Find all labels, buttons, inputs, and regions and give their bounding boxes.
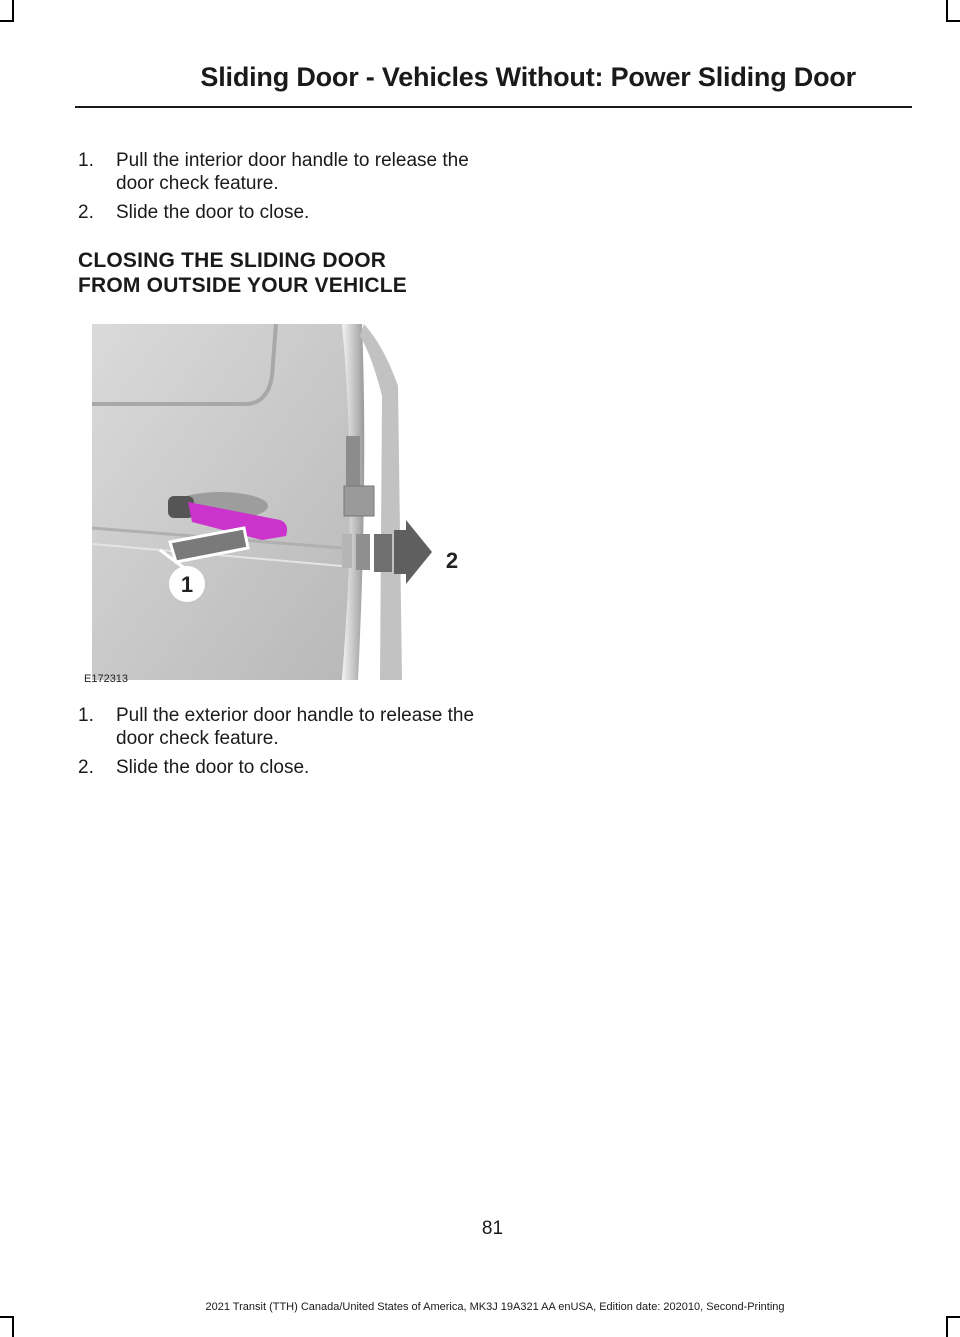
step-number: 2. [78, 757, 94, 778]
crop-mark-top-left-h [0, 20, 14, 22]
step-text: Slide the door to close. [116, 757, 310, 778]
crop-mark-bottom-left-h [0, 1316, 14, 1318]
step-number: 1. [78, 150, 94, 171]
crop-mark-bottom-left-v [12, 1317, 14, 1337]
page-number: 81 [481, 1218, 504, 1239]
steps-inside-list [78, 149, 478, 230]
crop-mark-bottom-right-v [946, 1317, 948, 1337]
section-heading [78, 248, 498, 298]
section-heading-line-2: FROM OUTSIDE YOUR VEHICLE [78, 274, 407, 297]
step-text: Pull the interior door handle to release the door check feature. [116, 150, 469, 194]
callout-1-label: 1 [180, 572, 194, 597]
crop-mark-top-left-v [12, 0, 14, 20]
list-item [78, 756, 478, 779]
title-divider [75, 106, 912, 108]
list-item [78, 201, 478, 224]
list-item [78, 149, 478, 195]
section-heading-line-1: CLOSING THE SLIDING DOOR [78, 249, 387, 272]
crop-mark-top-right-h [946, 20, 960, 22]
steps-outside-list [78, 704, 478, 785]
step-number: 2. [78, 202, 94, 223]
footer-edition-info: 2021 Transit (TTH) Canada/United States of America, MK3J 19A321 AA enUSA, Edition date: 202010, Second-Printing [205, 1301, 785, 1313]
crop-mark-bottom-right-h [946, 1316, 960, 1318]
crop-mark-top-right-v [946, 0, 948, 20]
figure-code: E172313 [84, 673, 129, 685]
step-text: Slide the door to close. [116, 202, 310, 223]
callout-2-label: 2 [445, 548, 459, 573]
latch-striker [344, 486, 374, 516]
door-illustration-svg [80, 316, 480, 690]
page-title: Sliding Door - Vehicles Without: Power Sliding Door [200, 62, 856, 92]
door-illustration [80, 316, 480, 690]
list-item [78, 704, 478, 750]
step-number: 1. [78, 705, 94, 726]
step-text: Pull the exterior door handle to release the door check feature. [116, 705, 475, 749]
